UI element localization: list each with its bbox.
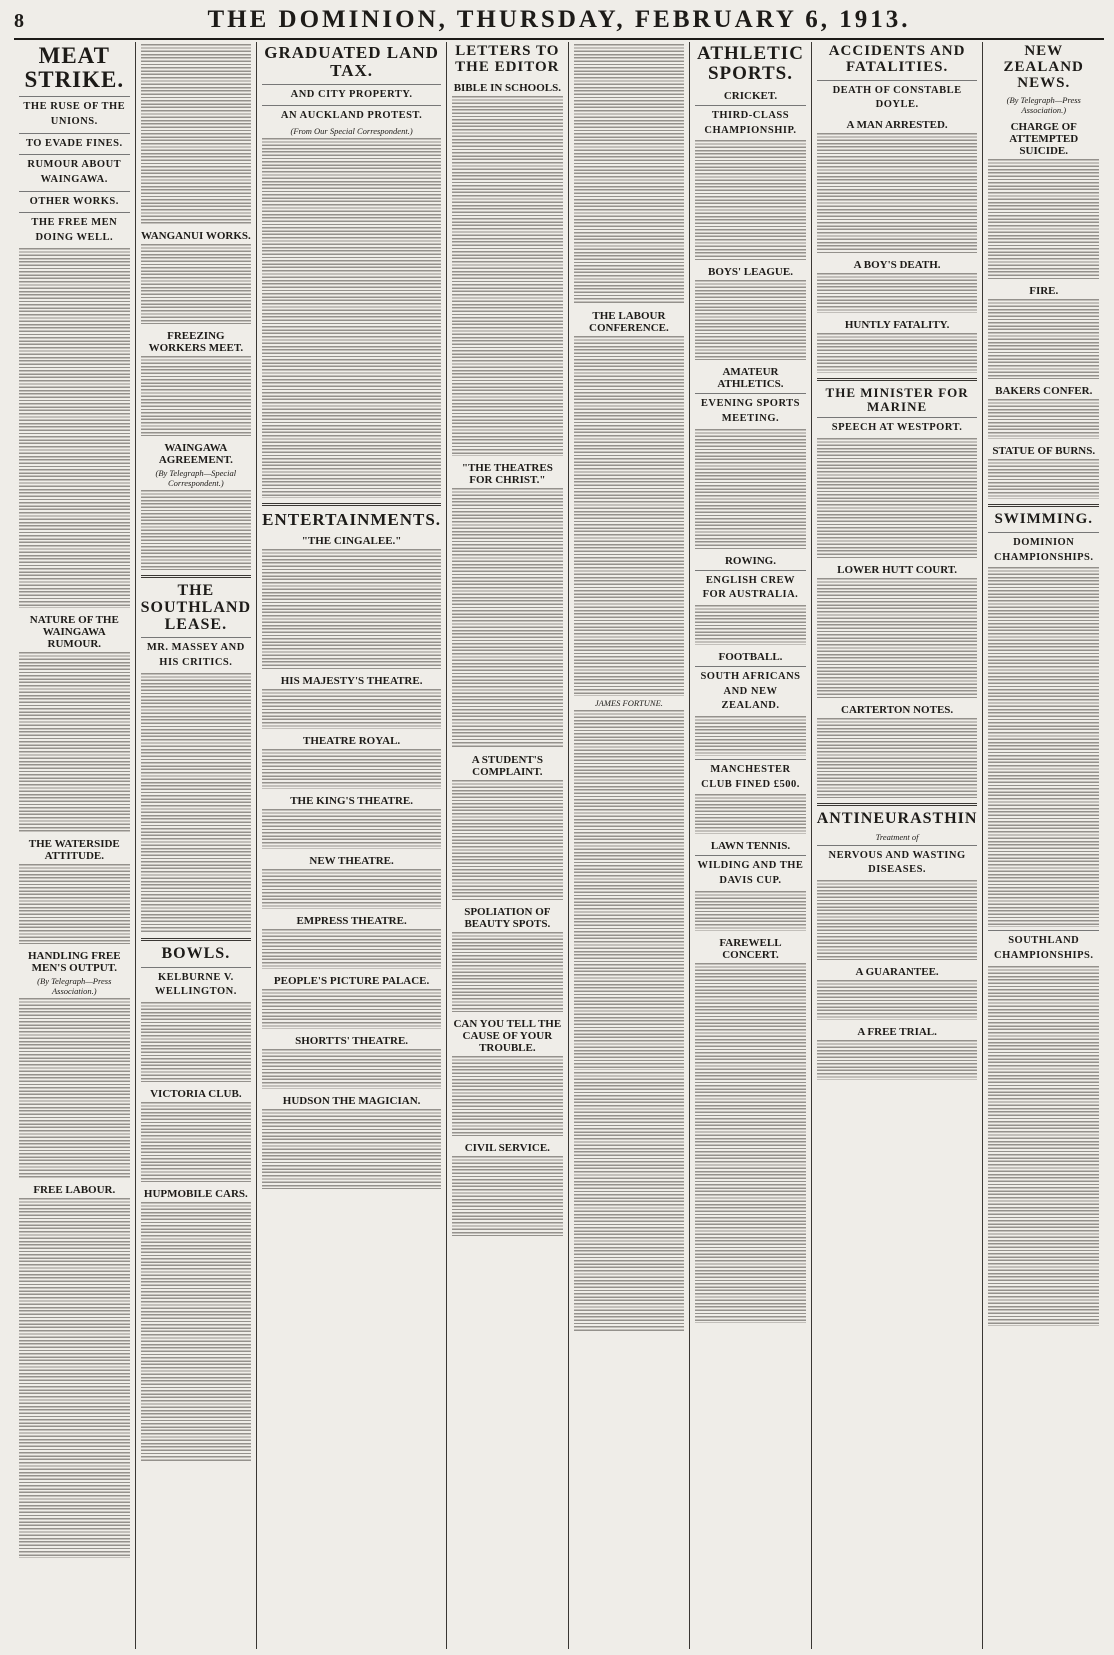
subhead-huntly: HUNTLY FATALITY.: [844, 318, 950, 331]
deck-constable-doyle: DEATH OF CONSTABLE DOYLE.: [817, 80, 978, 113]
article-body: [262, 989, 441, 1029]
deck-2: TO EVADE FINES.: [19, 133, 130, 152]
deck-5: THE FREE MEN DOING WELL.: [19, 212, 130, 245]
column-6: [690, 42, 812, 1649]
subhead-kings-theatre: THE KING'S THEATRE.: [290, 794, 413, 807]
subhead-peoples-palace: PEOPLE'S PICTURE PALACE.: [273, 974, 430, 987]
subhead-fire: FIRE.: [1029, 285, 1059, 298]
subhead-theatres-for-christ: "THE THEATRES FOR CHRIST.": [461, 461, 553, 486]
columns: [14, 42, 1104, 1649]
article-body: [452, 1156, 563, 1236]
subhead-waingawa-rumour: NATURE OF THE WAINGAWA RUMOUR.: [29, 613, 119, 650]
subhead-waingawa-agreement: WAINGAWA AGREEMENT.: [158, 442, 233, 466]
byline: (From Our Special Correspondent.): [290, 126, 413, 137]
subhead-students-complaint: A STUDENT'S COMPLAINT.: [471, 753, 543, 778]
dateline: (By Telegraph—Special Correspondent.): [155, 468, 237, 488]
deck-4: OTHER WORKS.: [19, 191, 130, 210]
article-body: [19, 248, 130, 608]
article-body: [988, 159, 1099, 279]
divider: [817, 378, 978, 381]
divider: [988, 504, 1099, 507]
subhead-attempted-suicide: CHARGE OF ATTEMPTED SUICIDE.: [1009, 121, 1079, 158]
article-body: [19, 652, 130, 832]
headline-swimming: SWIMMING.: [994, 511, 1094, 528]
subhead-rowing: ROWING.: [724, 554, 776, 567]
deck-city-property: AND CITY PROPERTY.: [262, 84, 441, 103]
article-body: [817, 333, 978, 373]
article-body: [574, 336, 685, 696]
article-body: [141, 1202, 252, 1462]
subhead-free-trial: A FREE TRIAL.: [857, 1026, 937, 1039]
deck-3: RUMOUR ABOUT WAINGAWA.: [19, 154, 130, 187]
article-body: [817, 718, 978, 798]
article-body: [141, 490, 252, 570]
deck-evening-sports: EVENING SPORTS MEETING.: [695, 393, 806, 426]
subhead-new-theatre: NEW THEATRE.: [309, 854, 394, 867]
subhead-carterton: CARTERTON NOTES.: [841, 703, 954, 716]
deck-nervous-diseases: NERVOUS AND WASTING DISEASES.: [817, 845, 978, 878]
deck-south-africans: SOUTH AFRICANS AND NEW ZEALAND.: [695, 666, 806, 714]
article-body: [262, 749, 441, 789]
subhead-boys-death: A BOY'S DEATH.: [853, 258, 941, 271]
subhead-hupmobile: HUPMOBILE CARS.: [143, 1187, 248, 1200]
subhead-shortts: SHORTTS' THEATRE.: [295, 1034, 409, 1047]
article-body: [988, 567, 1099, 927]
article-body: [988, 459, 1099, 499]
article-body: [574, 1072, 685, 1332]
subhead-free-labour: FREE LABOUR.: [33, 1183, 116, 1196]
subhead-guarantee: A GUARANTEE.: [855, 966, 939, 979]
article-body: [262, 549, 441, 669]
article-body: [262, 809, 441, 849]
page-number: 8: [14, 10, 24, 32]
article-body: [817, 273, 978, 313]
article-body: [574, 44, 685, 304]
subhead-man-arrested: A MAN ARRESTED.: [846, 118, 948, 131]
subhead-freezing-workers: FREEZING WORKERS MEET.: [148, 330, 244, 354]
column-4: [447, 42, 569, 1649]
deck-massey: MR. MASSEY AND HIS CRITICS.: [141, 637, 252, 670]
ad-line: Treatment of: [875, 831, 919, 842]
article-body: [817, 578, 978, 698]
article-body: [817, 880, 978, 960]
article-body: [262, 138, 441, 498]
divider: [817, 803, 978, 806]
subhead-theatre-royal: THEATRE ROYAL.: [302, 734, 401, 747]
article-body: [695, 794, 806, 834]
deck-manchester-fined: MANCHESTER CLUB FINED £500.: [695, 759, 806, 792]
subhead-labour-conference: THE LABOUR CONFERENCE.: [589, 310, 669, 334]
subhead-lower-hutt: LOWER HUTT COURT.: [837, 563, 958, 576]
deck-kelburne: KELBURNE V. WELLINGTON.: [141, 967, 252, 1000]
deck-auckland-protest: AN AUCKLAND PROTEST.: [262, 105, 441, 124]
subhead-victoria-club: VICTORIA CLUB.: [150, 1087, 242, 1100]
article-body: [141, 673, 252, 933]
headline-antineurasthin: ANTINEURASTHIN: [816, 809, 978, 827]
headline-letters: LETTERS TO THE EDITOR: [455, 43, 560, 75]
page-title: THE DOMINION, THURSDAY, FEBRUARY 6, 1913.: [207, 6, 911, 33]
article-body: [695, 891, 806, 931]
column-7: [812, 42, 984, 1649]
article-body: [695, 280, 806, 360]
deck-dominion-championships: DOMINION CHAMPIONSHIPS.: [988, 532, 1099, 565]
subhead-farewell-concert: FAREWELL CONCERT.: [719, 936, 782, 961]
article-body: [141, 244, 252, 324]
deck-southland-championships: SOUTHLAND CHAMPIONSHIPS.: [988, 930, 1099, 963]
article-body: [817, 1040, 978, 1080]
deck-english-crew: ENGLISH CREW FOR AUSTRALIA.: [695, 570, 806, 603]
article-body: [141, 44, 252, 224]
subhead-wanganui-works: WANGANUI WORKS.: [140, 230, 251, 242]
subhead-empress: EMPRESS THEATRE.: [296, 914, 407, 927]
deck-third-class: THIRD-CLASS CHAMPIONSHIP.: [695, 105, 806, 138]
column-5: [569, 42, 691, 1649]
article-body: [695, 140, 806, 260]
article-body: [988, 299, 1099, 379]
subhead-free-mens-output: HANDLING FREE MEN'S OUTPUT.: [27, 949, 121, 974]
article-body: [262, 1109, 441, 1189]
article-body: [19, 998, 130, 1178]
headline-bowls: BOWLS.: [161, 944, 231, 962]
letter-signoff: JAMES FORTUNE.: [594, 698, 663, 708]
column-8: [983, 42, 1104, 1649]
masthead: [14, 6, 1104, 40]
subhead-cingalee: "THE CINGALEE.": [301, 534, 402, 547]
subhead-beauty-spots: SPOLIATION OF BEAUTY SPOTS.: [464, 905, 551, 930]
article-body: [19, 864, 130, 944]
headline-nz-news: NEW ZEALAND NEWS.: [1003, 43, 1084, 91]
article-body: [817, 133, 978, 253]
article-body: [574, 710, 685, 1070]
article-body: [19, 1198, 130, 1558]
article-body: [141, 356, 252, 436]
headline-entertainments: ENTERTAINMENTS.: [262, 510, 442, 530]
article-body: [452, 96, 563, 456]
article-body: [262, 689, 441, 729]
article-body: [695, 716, 806, 756]
deck-davis-cup: WILDING AND THE DAVIS CUP.: [695, 855, 806, 888]
article-body: [141, 1102, 252, 1182]
subhead-civil-service: CIVIL SERVICE.: [464, 1141, 550, 1154]
subhead-amateur-athletics: AMATEUR ATHLETICS.: [717, 366, 784, 391]
article-body: [817, 980, 978, 1020]
subhead-statue-burns: STATUE OF BURNS.: [992, 445, 1096, 458]
column-1: [14, 42, 136, 1649]
headline-accidents: ACCIDENTS AND FATALITIES.: [828, 43, 966, 75]
article-body: [988, 966, 1099, 1326]
article-body: [262, 869, 441, 909]
divider: [262, 503, 441, 506]
headline-southland-lease: THE SOUTHLAND LEASE.: [140, 582, 252, 633]
article-body: [695, 605, 806, 645]
dateline: (By Telegraph—Press Association.): [1006, 95, 1081, 116]
headline-land-tax: GRADUATED LAND TAX.: [264, 43, 439, 80]
subhead-lawn-tennis: LAWN TENNIS.: [710, 840, 791, 853]
article-body: [141, 1002, 252, 1082]
subhead-trouble-ad: CAN YOU TELL THE CAUSE OF YOUR TROUBLE.: [453, 1017, 562, 1054]
article-body: [452, 488, 563, 748]
deck-westport: SPEECH AT WESTPORT.: [817, 417, 978, 436]
subhead-bible-in-schools: BIBLE IN SCHOOLS.: [453, 81, 561, 94]
column-2: [136, 42, 258, 1649]
divider: [141, 938, 252, 941]
subhead-cricket: CRICKET.: [723, 89, 778, 102]
dateline: (By Telegraph—Press Association.): [37, 975, 112, 996]
article-body: [452, 932, 563, 1012]
article-body: [988, 399, 1099, 439]
headline-athletic-sports: ATHLETIC SPORTS.: [697, 43, 804, 84]
article-body: [262, 929, 441, 969]
article-body: [452, 780, 563, 900]
subhead-waterside: THE WATERSIDE ATTITUDE.: [28, 837, 120, 862]
subhead-hudson: HUDSON THE MAGICIAN.: [282, 1094, 421, 1107]
subhead-boys-league: BOYS' LEAGUE.: [707, 266, 793, 279]
subhead-his-majestys: HIS MAJESTY'S THEATRE.: [280, 674, 423, 687]
headline-minister-marine: THE MINISTER FOR MARINE: [825, 384, 969, 414]
article-body: [695, 429, 806, 549]
subhead-football: FOOTBALL.: [718, 651, 783, 663]
column-3: [257, 42, 447, 1649]
divider: [141, 575, 252, 578]
headline-meat-strike: MEAT STRIKE.: [24, 43, 125, 93]
article-body: [262, 1049, 441, 1089]
article-body: [452, 1056, 563, 1136]
subhead-bakers-confer: BAKERS CONFER.: [995, 385, 1093, 398]
article-body: [695, 963, 806, 1323]
article-body: [817, 438, 978, 558]
deck-1: THE RUSE OF THE UNIONS.: [19, 96, 130, 129]
